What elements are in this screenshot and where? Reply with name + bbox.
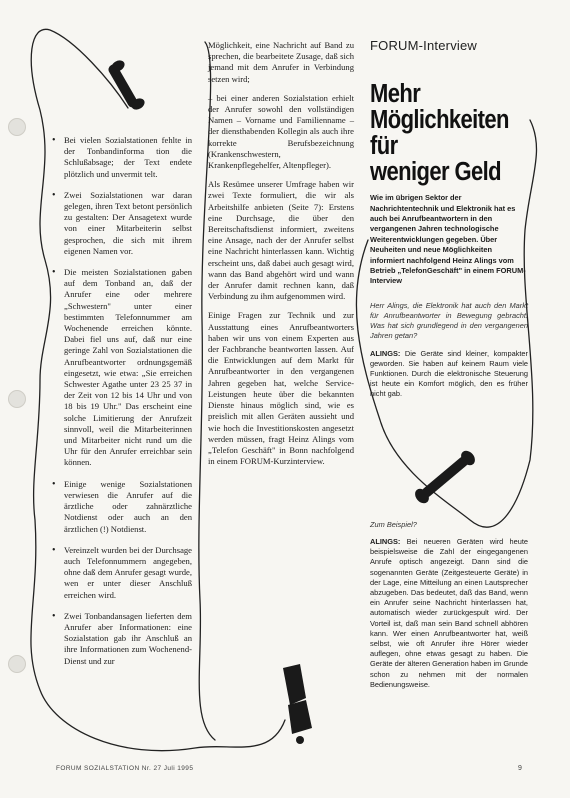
headline-line: Mehr bbox=[370, 78, 421, 109]
speaker-label: ALINGS: bbox=[370, 536, 401, 546]
body-paragraph: – bei einer anderen Sozialstation erhielt der Anrufer sowohl den vollständigen Namen – Vorname und Familienname – der diensthabenden Kollegin als auch ihre korrekte Berufsbezeichnung (Krankenschwestern, Krankenpflegehelfer, Altenpfleger). bbox=[208, 92, 354, 171]
bullet-item: • Zwei Tonbandansagen lieferten dem Anrufer aber Informationen: eine Sozialstation gab ihr Anschluß an ihre Informationen zum Wochenend-Dienst und zur bbox=[52, 611, 192, 667]
headline-line: für bbox=[370, 130, 398, 161]
bullet-item: • Bei vielen Sozialstationen fehlte in der Tonbandinforma tion die Schlußabsage; der Text endete plötzlich und unvermit telt. bbox=[52, 135, 192, 180]
article-lead: Wie im übrigen Sektor der Nachrichtentechnik und Elektronik hat es auch bei Anrufbeantwortern in den vergangenen Jahren technologische Weiterentwicklungen gegeben. Über Neuheiten und neue Möglichkeiten informiert nachfolgend Heinz Alings vom Betrieb „TelefonGeschäft" in einem FORUM-Interview bbox=[370, 193, 526, 286]
body-paragraph: Einige Fragen zur Technik und zur Ausstattung eines Anrufbeantworters haben wir uns von einem Experten aus der Fachbranche beantworten lassen. Auf die Entwicklungen auf dem Markt für Anrufbeantworter in den vergangenen Jahren gegeben hat, welche Service-Leistungen heute über die bekannten Dienste hinaus möglich sind, wie es preislich mit allen Geräten aussieht und wie hoch die Investitionskosten angesetzt werden müssen, fragt Heinz Alings vom „Telefon Geschäft" in Bonn nachfolgend in einem FORUM-Kurzinterview. bbox=[208, 310, 354, 467]
left-column bbox=[52, 135, 192, 677]
headline-line: Möglichkeiten bbox=[370, 104, 509, 135]
telephone-plug-icon bbox=[283, 664, 312, 744]
page-footer: FORUM SOZIALSTATION Nr. 27 Juli 1995 bbox=[56, 765, 194, 772]
article-headline bbox=[370, 78, 528, 187]
interview-question: Herr Alings, die Elektronik hat auch den Markt für Anrufbeantworter in Bewegung gebracht. Was hat sich grundlegend in den vergangenen Jahren getan? bbox=[370, 300, 528, 341]
interview-column bbox=[370, 40, 528, 697]
interview-answer bbox=[370, 349, 528, 400]
body-paragraph: Als Resümee unserer Umfrage haben wir zwei Texte formuliert, die wir als Arbeitshilfe anbieten (Seite 7): Erstens eine Durchsage, die über den Bereitschaftsdienst informiert, zweitens eine Ansage, nach der der Anrufer selbst eine Nachricht hinterlassen kann. Wichtig erscheint uns, daß dabei auch gesagt wird, wann das Band abgehört wird und wann der Anrufer damit rechnen kann, daß Verbindung zu ihm aufgenommen wird. bbox=[208, 179, 354, 302]
bullet-item: • Die meisten Sozialstationen gaben auf dem Tonband an, daß der Anrufer eine oder mehrere „Schwestern" unter einer bestimmten Telefonnummer am Wochenende erreichen könnte. Dabei fiel uns auf, daß nur eine geringe Zahl von Sozialstationen die Anrufbeantworter ordnungsgemäß eingesetzt, wie etwa: „Sie erreichen Schwester Agathe unter 23 25 37 in der Zeit von 12 bis 14 Uhr und von 18 bis 19 Uhr." Das erscheint eine solche Limitierung der Anrufzeit sinnvoll, weil die Mitarbeiterinnen und Mitarbeiter nicht rund um die Uhr für den Anrufer erreichbar sein können. bbox=[52, 267, 192, 469]
headline-line: weniger Geld bbox=[370, 156, 501, 187]
bullet-item: • Vereinzelt wurden bei der Durchsage auch Telefonnummern angegeben, ohne daß dem Anrufer gesagt wurde, wen er unter dieser Anschluß erreichen wird. bbox=[52, 545, 192, 601]
bullet-item: • Einige wenige Sozialstationen verwiesen die Anrufer auf die ärztliche oder zahnärztliche Notdienst oder auch an den ärztlichen (!) Notdienst. bbox=[52, 479, 192, 535]
interview-question: Zum Beispiel? bbox=[370, 519, 417, 529]
body-paragraph: Möglichkeit, eine Nachricht auf Band zu sprechen, die bearbeitete Zusage, daß sich jemand mit dem Anrufer in Verbindung setzen wird; bbox=[208, 40, 354, 84]
section-kicker: FORUM-Interview bbox=[370, 38, 478, 53]
middle-column bbox=[208, 40, 354, 475]
speaker-label: ALINGS: bbox=[370, 348, 401, 358]
interview-answer bbox=[370, 537, 528, 690]
answer-text: Bei neueren Geräten wird heute beispielsweise die Zahl der eingegangenen Anrufe optisch angezeigt. Dann sind die sogenannten Geräte (Zeitgesteuerte Geräte) in der Lage, eine Mitteilung an einen Lautsprecher abzugeben. Das bedeutet, daß das Band, wenn ein Anrufer seine Nachricht hinterlassen hat, automatisch wieder zurückgespult wird. Der Vorteil ist, daß man sein Band schnell abhören kann. Wer einen Anrufbeantworter hat, weiß selbst, wie oft Anrufer ihre Hörer wieder auflegen, ohne etwas gesagt zu haben. Die Geräte der älteren Generation haben im Grunde schon zu nehmen mit der normalen Bedienungsweise. bbox=[370, 536, 528, 689]
handset-top-icon bbox=[107, 58, 147, 112]
page-number: 9 bbox=[518, 765, 522, 772]
answer-text: Die Geräte sind kleiner, kompakter geworden. Sie haben auf keinem Raum viele Funktionen. Durch die elektronische Steuerung ist heute ein Komfort möglich, den es früher nicht gab. bbox=[370, 348, 529, 399]
bullet-item: • Zwei Sozialstationen war daran gelegen, ihren Text betont persönlich zu gestalten: Der Ansagetext wurde von einer Mitarbeiterin selbst gesprochen, die sich mit ihrem eigenen Namen vor. bbox=[52, 190, 192, 257]
